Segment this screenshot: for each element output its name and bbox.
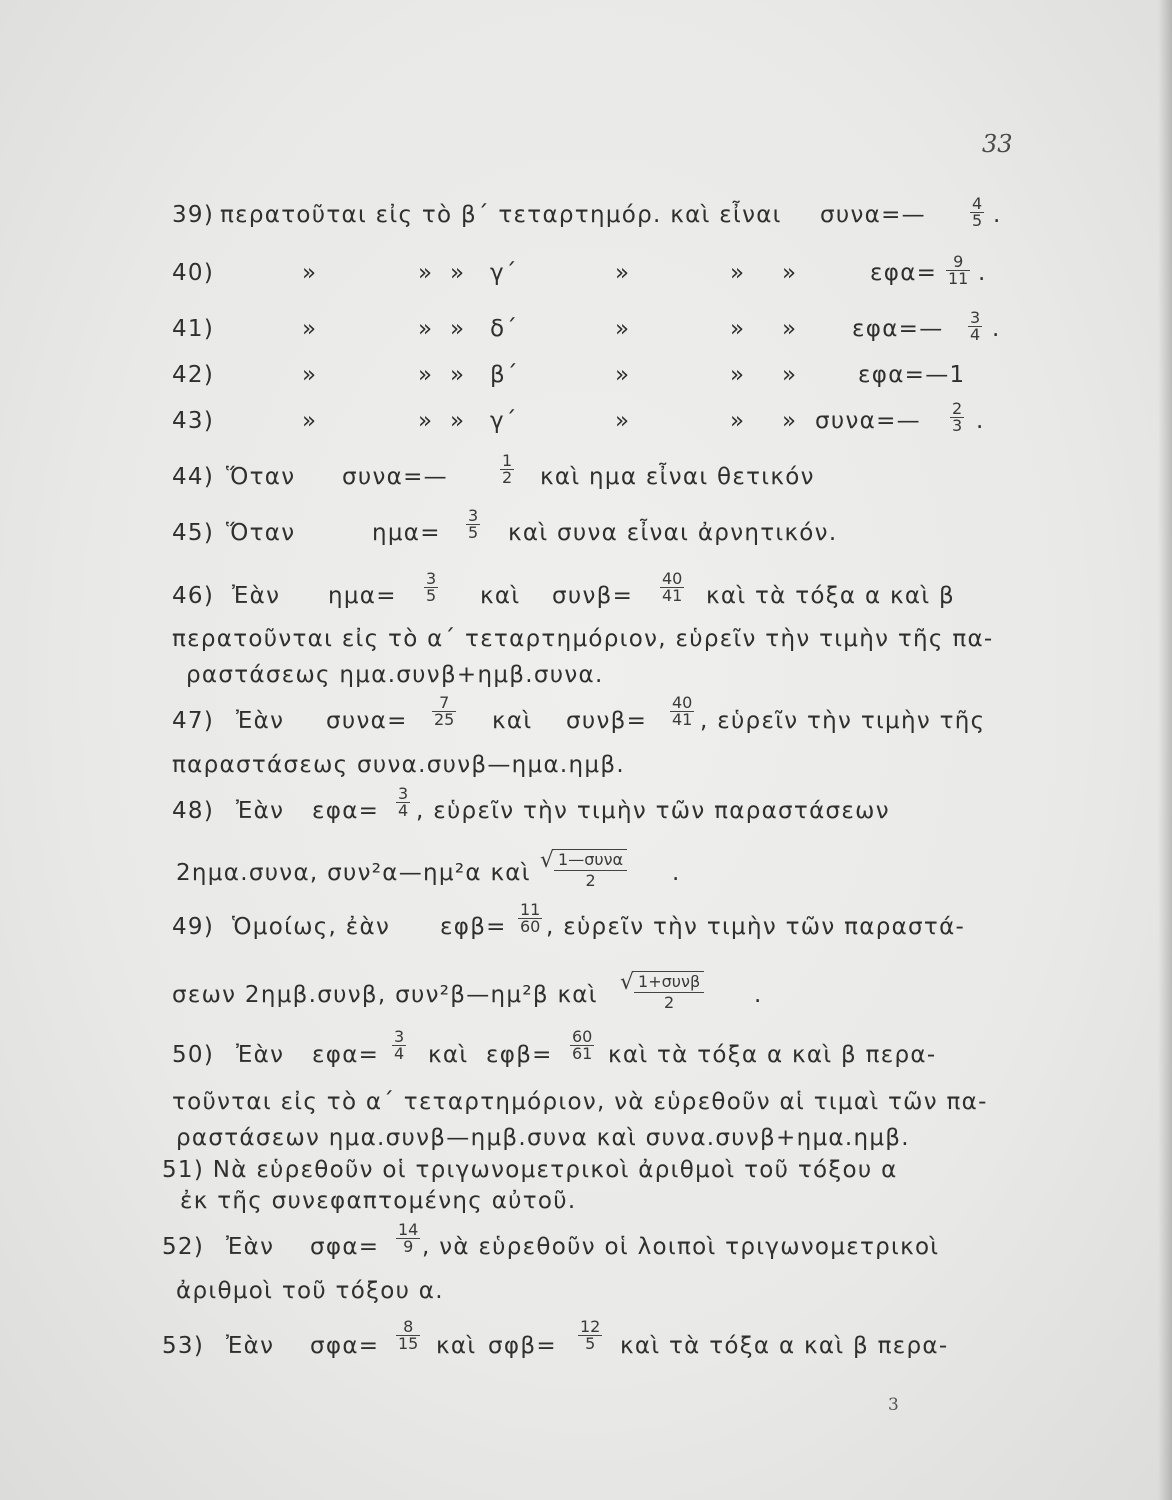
exercise-text: ἐκ τῆς συνεφαπτομένης αὐτοῦ. [180, 1188, 577, 1214]
ditto-mark: » [615, 316, 631, 342]
conjunction: καὶ [480, 583, 521, 609]
ditto-mark: » [730, 408, 746, 434]
exercise-text: 51) Νὰ εὑρεθοῦν οἱ τριγωνομετρικοὶ ἀριθμοὶ τοῦ τόξου α [162, 1157, 898, 1183]
punctuation: . [754, 982, 763, 1008]
ditto-mark: » [418, 362, 434, 388]
math-expression: ημα= [372, 520, 441, 546]
square-root-fraction: √ 1+συνβ 2 [620, 970, 704, 1011]
math-expression: εφα= [312, 1042, 380, 1068]
ditto-mark: » [615, 408, 631, 434]
lead-word: Ἐὰν [236, 1042, 285, 1068]
ditto-mark: » [418, 408, 434, 434]
exercise-text: τοῦνται εἰς τὸ α΄ τεταρτημόριον, νὰ εὑρεθοῦν αἱ τιμαὶ τῶν πα- [172, 1089, 988, 1115]
fraction: $\frac{12}{5}$ [580, 1317, 601, 1353]
exercise-text: περατοῦνται εἰς τὸ α΄ τεταρτημόριον, εὑρεῖν τὴν τιμὴν τῆς πα- [172, 626, 994, 652]
exercise-text: περατοῦται εἰς τὸ β΄ τεταρτημόρ. καὶ εἶναι [220, 202, 782, 228]
lead-word: Ἐὰν [226, 1234, 275, 1260]
exercise-text: καὶ τὰ τόξα α καὶ β [706, 583, 956, 609]
exercise-number: 43) [172, 408, 215, 434]
exercise-number: 45) [172, 520, 215, 546]
exercise-number: 49) [172, 914, 215, 940]
punctuation: . [992, 316, 1001, 342]
fraction: $\frac{3}{4}$ [970, 308, 981, 344]
ditto-mark: » [302, 408, 318, 434]
exercise-text: , εὑρεῖν τὴν τιμὴν τῶν παραστά- [546, 914, 966, 940]
math-expression: εφβ= [486, 1042, 553, 1068]
quadrant: δ΄ [490, 316, 519, 342]
punctuation: . [976, 408, 985, 434]
math-expression: εφα=— [852, 316, 944, 342]
fraction: $\frac{9}{11}$ [948, 252, 969, 288]
fraction: $\frac{4}{5}$ [972, 194, 983, 230]
exercise-text: καὶ συνα εἶναι ἀρνητικόν. [508, 520, 838, 546]
quadrant: γ΄ [490, 260, 518, 286]
conjunction: καὶ [428, 1042, 469, 1068]
fraction: $\frac{7}{25}$ [434, 693, 455, 729]
page-number: 33 [982, 130, 1013, 158]
page-edge-shadow [1158, 0, 1172, 1500]
ditto-mark: » [782, 408, 798, 434]
ditto-mark: » [450, 362, 466, 388]
fraction: $\frac{3}{4}$ [398, 784, 409, 820]
math-expression: σφα= [310, 1234, 380, 1260]
exercise-number: 44) [172, 464, 215, 490]
square-root-fraction: √ 1—συνα 2 [540, 848, 627, 889]
ditto-mark: » [782, 260, 798, 286]
ditto-mark: » [730, 316, 746, 342]
math-expression: σφβ= [488, 1333, 557, 1359]
ditto-mark: » [615, 362, 631, 388]
ditto-mark: » [302, 362, 318, 388]
exercise-number: 47) [172, 708, 215, 734]
exercise-text: , εὑρεῖν τὴν τιμὴν τῶν παραστάσεων [416, 798, 890, 824]
quadrant: β΄ [490, 362, 519, 388]
lead-word: Ὁμοίως, ἐὰν [232, 914, 391, 940]
exercise-text: καὶ τὰ τόξα α καὶ β περα- [608, 1042, 937, 1068]
exercise-text: 2ημα.συνα, συν²α—ημ²α καὶ [176, 860, 531, 886]
punctuation: . [672, 860, 681, 886]
radical-sign-icon: √ [620, 970, 635, 995]
ditto-mark: » [730, 260, 746, 286]
math-expression: συνβ= [552, 583, 634, 609]
exercise-text: ραστάσεων ημα.συνβ—ημβ.συνα καὶ συνα.συνβ+ημα.ημβ. [176, 1125, 910, 1151]
fraction: $\frac{14}{9}$ [398, 1220, 419, 1256]
fraction: $\frac{1}{2}$ [502, 451, 513, 487]
punctuation: . [978, 260, 987, 286]
fraction: $\frac{3}{4}$ [394, 1027, 405, 1063]
exercise-text: καὶ τὰ τόξα α καὶ β περα- [620, 1333, 949, 1359]
math-expression: συνα=— [820, 202, 926, 228]
fraction: $\frac{2}{3}$ [952, 399, 963, 435]
ditto-mark: » [782, 316, 798, 342]
exercise-number: 39) [172, 202, 215, 228]
math-expression: συνβ= [566, 708, 648, 734]
ditto-mark: » [615, 260, 631, 286]
fraction: $\frac{3}{5}$ [426, 569, 437, 605]
exercise-number: 53) [162, 1333, 205, 1359]
fraction: $\frac{3}{5}$ [468, 506, 479, 542]
conjunction: καὶ [436, 1333, 477, 1359]
math-expression: ημα= [328, 583, 397, 609]
exercise-number: 48) [172, 798, 215, 824]
fraction: $\frac{8}{15}$ [398, 1317, 419, 1353]
exercise-number: 42) [172, 362, 215, 388]
exercise-text: , νὰ εὑρεθοῦν οἱ λοιποὶ τριγωνομετρικοὶ [422, 1234, 940, 1260]
exercise-text: , εὑρεῖν τὴν τιμὴν τῆς [700, 708, 986, 734]
lead-word: Ἐὰν [226, 1333, 275, 1359]
conjunction: καὶ [492, 708, 533, 734]
fraction: $\frac{40}{41}$ [662, 569, 683, 605]
exercise-text: ἀριθμοὶ τοῦ τόξου α. [176, 1278, 444, 1304]
ditto-mark: » [450, 408, 466, 434]
ditto-mark: » [302, 316, 318, 342]
lead-word: Ὅταν [226, 464, 296, 490]
math-expression: εφα= [312, 798, 380, 824]
exercise-number: 40) [172, 260, 215, 286]
lead-word: Ἐὰν [232, 583, 281, 609]
exercise-number: 50) [172, 1042, 215, 1068]
math-expression: συνα= [326, 708, 408, 734]
math-expression: συνα=— [342, 464, 448, 490]
ditto-mark: » [730, 362, 746, 388]
radical-sign-icon: √ [540, 848, 555, 873]
ditto-mark: » [418, 316, 434, 342]
quadrant: γ΄ [490, 408, 518, 434]
fraction: $\frac{40}{41}$ [672, 693, 693, 729]
printer-signature-mark: 3 [888, 1395, 899, 1415]
math-expression: εφα= [870, 260, 938, 286]
ditto-mark: » [418, 260, 434, 286]
exercise-number: 41) [172, 316, 215, 342]
exercise-text: ραστάσεως ημα.συνβ+ημβ.συνα. [186, 662, 604, 688]
math-expression: συνα=— [815, 408, 921, 434]
exercise-number: 46) [172, 583, 215, 609]
fraction: $\frac{60}{61}$ [572, 1027, 593, 1063]
exercise-text: παραστάσεως συνα.συνβ—ημα.ημβ. [172, 752, 625, 778]
exercise-text: καὶ ημα εἶναι θετικόν [540, 464, 815, 490]
ditto-mark: » [450, 316, 466, 342]
math-expression: εφβ= [440, 914, 507, 940]
exercise-number: 52) [162, 1234, 205, 1260]
ditto-mark: » [782, 362, 798, 388]
ditto-mark: » [302, 260, 318, 286]
math-expression: εφα=—1 [858, 362, 966, 388]
punctuation: . [993, 202, 1002, 228]
lead-word: Ἐὰν [236, 798, 285, 824]
exercise-text: σεων 2ημβ.συνβ, συν²β—ημ²β καὶ [172, 982, 598, 1008]
ditto-mark: » [450, 260, 466, 286]
lead-word: Ὅταν [226, 520, 296, 546]
fraction: $\frac{11}{60}$ [520, 900, 541, 936]
lead-word: Ἐὰν [236, 708, 285, 734]
math-expression: σφα= [310, 1333, 380, 1359]
